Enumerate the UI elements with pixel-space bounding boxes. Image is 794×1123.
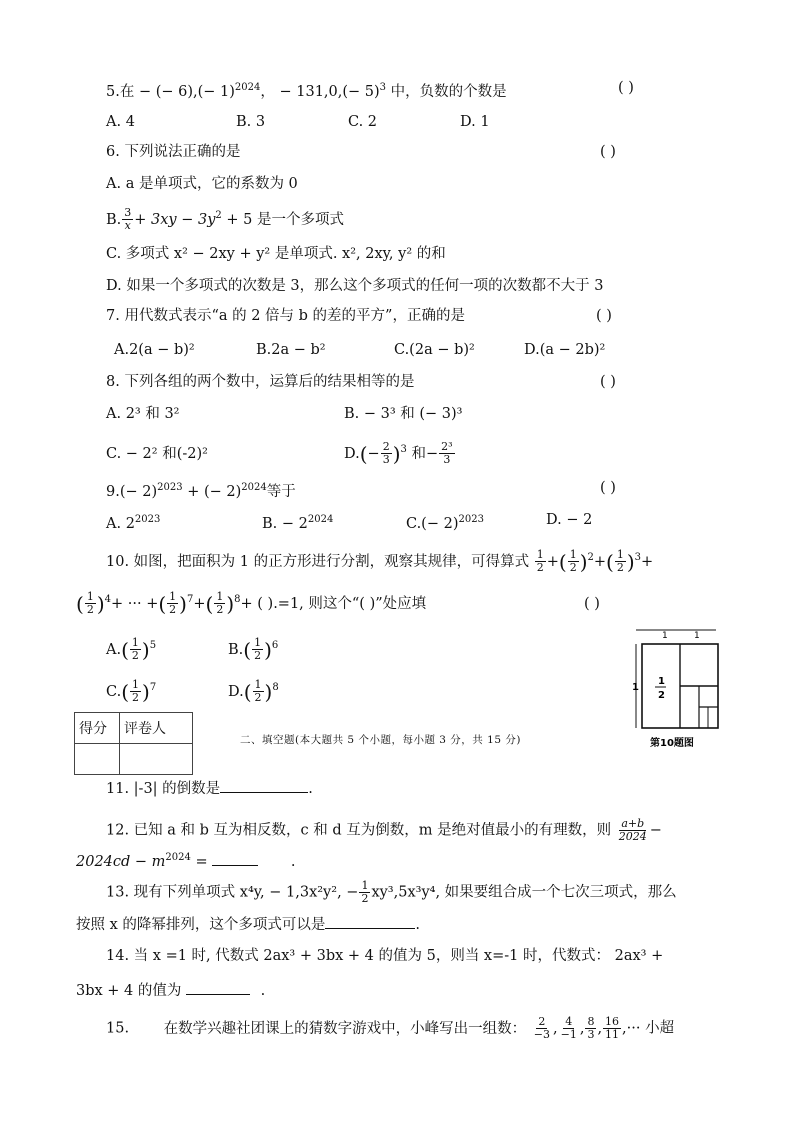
q13-line1-tail: xy³,5x³y⁴, 如果要组合成一个七次三项式，那么 xyxy=(371,884,677,901)
q5-option-a[interactable]: A. 4 xyxy=(106,114,135,130)
q9-option-b-base: B. − 2 xyxy=(262,515,308,532)
figure-center-den: 2 xyxy=(658,690,665,701)
q14-line2-text: 3bx + 4 的值为 xyxy=(76,983,182,999)
q15-number: 15. xyxy=(106,1020,130,1037)
q10-option-c[interactable] xyxy=(106,678,156,704)
q6-option-a[interactable]: A. a 是单项式，它的系数为 0 xyxy=(106,176,298,192)
q10-opt-c-den: 2 xyxy=(132,691,139,705)
q10-exp-2: 2 xyxy=(587,552,594,563)
q10-opt-a-exp: 5 xyxy=(149,640,157,651)
q5-stem-part-c: 中，负数的个数是 xyxy=(386,83,507,100)
q9-part2: + (− 2) xyxy=(182,483,242,500)
q13-line1 xyxy=(106,880,677,905)
q10-option-c-label: C. xyxy=(106,683,122,700)
q10-bracket: ( ) xyxy=(584,596,600,612)
q7-option-a[interactable]: A.2(a − b)² xyxy=(114,342,195,358)
q10-half-d xyxy=(85,591,96,616)
q8-frac-a xyxy=(381,441,392,466)
score-header: 得分 xyxy=(75,713,120,744)
q15-frac-1 xyxy=(532,1016,552,1041)
q14-answer-blank[interactable] xyxy=(186,980,250,995)
q9-part1: 9.(− 2) xyxy=(106,483,158,500)
q10-exp-3: 3 xyxy=(634,552,642,563)
q11-answer-blank[interactable] xyxy=(220,778,308,793)
q10-half-a xyxy=(535,549,546,574)
q12-line2 xyxy=(76,848,295,872)
q9-option-b-exp: 2024 xyxy=(307,514,334,525)
q6-option-b[interactable] xyxy=(106,206,344,232)
q12-stem-text: 12. 已知 a 和 b 互为相反数，c 和 d 互为倒数，m 是绝对值最小的有理数，则 xyxy=(106,822,612,839)
q10-paren-open: ( xyxy=(76,591,84,616)
q8-frac-b-num: 2³ xyxy=(441,440,453,454)
q15-frac-1-num: 2 xyxy=(538,1015,546,1028)
q13-line2 xyxy=(76,914,420,935)
q10-paren-open: ( xyxy=(205,591,214,616)
q13-fraction xyxy=(359,880,370,905)
q15-frac-3-den: 3 xyxy=(587,1028,595,1041)
q10-half-d-den: 2 xyxy=(86,603,94,617)
q11-stem-text: 11. |-3| 的倒数是 xyxy=(106,781,221,797)
q7-option-c[interactable]: C.(2a − b)² xyxy=(394,342,475,358)
q10-paren-close: ) xyxy=(96,591,105,616)
q10-opt-d-num: 1 xyxy=(254,678,262,692)
q10-exp-7: 7 xyxy=(186,594,194,605)
q10-half-b-den: 2 xyxy=(569,561,577,575)
q13-line2-text: 按照 x 的降幂排列，这个多项式可以是 xyxy=(76,917,326,933)
q9-stem xyxy=(106,478,296,502)
q11-stem xyxy=(106,778,313,799)
q10-half-a-den: 2 xyxy=(536,561,544,575)
q15-tail: ,··· 小超 xyxy=(622,1020,675,1037)
q10-half-f-den: 2 xyxy=(216,603,224,617)
q15-frac-4 xyxy=(603,1016,621,1041)
q12-eq: = xyxy=(190,853,213,870)
q10-paren-open: ( xyxy=(158,591,167,616)
q8-frac-b xyxy=(439,441,454,466)
q15-frac-4-den: 11 xyxy=(605,1028,620,1041)
q13-frac-den: 2 xyxy=(361,892,369,905)
q5-option-b[interactable]: B. 3 xyxy=(236,114,266,130)
figure-caption: 第10题图 xyxy=(650,738,694,749)
q15-line1: 15. 在数学兴趣社团课上的猜数字游戏中，小峰写出一组数： $\frac{2}{-3}$ , $\frac{4}{-1}$ , $\frac{8}{3}$ , $\frac{16}{11}$ ,··· 小超 xyxy=(106,1015,675,1041)
q10-figure xyxy=(628,628,724,752)
q10-half-e-num: 1 xyxy=(169,590,177,604)
q8-stem: 8. 下列各组的两个数中，运算后的结果相等的是 xyxy=(106,374,415,390)
q8-frac-a-den: 3 xyxy=(382,453,390,467)
q15-frac-3 xyxy=(585,1016,596,1041)
q9-option-c-base: C.(− 2) xyxy=(406,515,459,532)
q5-option-d[interactable]: D. 1 xyxy=(460,114,490,130)
q10-line1: 10. 如图，把面积为 1 的正方形进行分割，观察其规律，可得算式 $\frac{1}{2}$ +( $\frac{1}{2}$ )$^2$+( $\frac{1}{2}$ )$^3$+ xyxy=(106,548,654,575)
q10-opt-d-frac xyxy=(253,679,264,704)
q8-frac-a-num: 2 xyxy=(382,440,390,454)
q15-frac-2-num: 4 xyxy=(565,1015,573,1028)
q7-option-d[interactable]: D.(a − 2b)² xyxy=(524,342,606,358)
score-cell[interactable] xyxy=(75,744,120,775)
q10-option-d-label: D. xyxy=(228,683,244,700)
q10-option-b[interactable] xyxy=(228,636,278,662)
q5-option-c[interactable]: C. 2 xyxy=(348,114,378,130)
q10-line1-text: 10. 如图，把面积为 1 的正方形进行分割，观察其规律，可得算式 xyxy=(106,553,530,570)
q12-answer-blank[interactable] xyxy=(212,851,258,866)
q6-fraction xyxy=(122,207,133,232)
score-table xyxy=(74,712,193,775)
q6-option-b-expr: + 3xy − 3y xyxy=(134,211,216,228)
q10-option-a-label: A. xyxy=(106,641,122,658)
q10-paren-close: ) xyxy=(142,679,150,704)
figure-side-label: 1 xyxy=(632,682,639,693)
q10-paren-open: ( xyxy=(121,679,129,704)
q8-option-d-label: D. xyxy=(344,445,360,462)
q9-option-c-exp: 2023 xyxy=(458,514,484,525)
q9-option-a-base: A. 2 xyxy=(106,515,135,532)
q10-line2: ( $\frac{1}{2}$ )$^4$+ ··· +( $\frac{1}{2}$ )$^7$+( $\frac{1}{2}$ )$^8$+ ( ).=1, 则这个“( )”处应填 xyxy=(76,590,427,617)
q12-expr: 2024cd − m xyxy=(76,853,166,870)
q10-paren-close: ) xyxy=(579,549,588,574)
q14-line2 xyxy=(76,980,265,1001)
q6-bracket: ( ) xyxy=(600,144,616,160)
q6-option-b-exp: 2 xyxy=(215,210,222,221)
q10-paren-open: ( xyxy=(558,549,567,574)
q12-frac-den: 2024 xyxy=(618,830,647,843)
q15-frac-2 xyxy=(559,1016,579,1041)
q15-text: 在数学兴趣社团课上的猜数字游戏中，小峰写出一组数： xyxy=(163,1020,527,1037)
q10-opt-c-frac xyxy=(130,679,141,704)
q10-half-e xyxy=(167,591,178,616)
q7-option-b[interactable]: B.2a − b² xyxy=(256,342,326,358)
q10-half-f-num: 1 xyxy=(216,590,224,604)
q10-option-a[interactable] xyxy=(106,636,156,662)
figure-top-label-1: 1 xyxy=(662,631,668,641)
q10-exp-4: 4 xyxy=(104,594,111,605)
q9-part3: 等于 xyxy=(266,483,296,500)
q8-option-d-mid: 和− xyxy=(411,445,439,462)
q10-opt-b-frac xyxy=(252,637,263,662)
q12-line1 xyxy=(106,818,662,843)
figure-top-label-2: 1 xyxy=(694,631,700,641)
q9-option-c[interactable] xyxy=(406,510,484,534)
q10-paren-open: ( xyxy=(606,549,614,574)
q6-frac-den: x xyxy=(124,219,131,233)
q14-line1: 14. 当 x =1 时, 代数式 2ax³ + 3bx + 4 的值为 5，则当 x=-1 时，代数式： 2ax³ + xyxy=(106,948,664,964)
q6-option-b-tail: + 5 是一个多项式 xyxy=(221,211,344,228)
grader-header: 评卷人 xyxy=(120,713,193,744)
q10-half-e-den: 2 xyxy=(169,603,177,617)
q10-line2-tail: + ( ).=1, 则这个“( )”处应填 xyxy=(240,595,427,612)
q10-paren-close: ) xyxy=(226,591,235,616)
q10-opt-b-exp: 6 xyxy=(271,640,279,651)
q9-option-d[interactable]: D. − 2 xyxy=(546,512,593,528)
q10-opt-d-den: 2 xyxy=(254,691,262,705)
q7-stem: 7. 用代数式表示“a 的 2 倍与 b 的差的平方”，正确的是 xyxy=(106,308,465,324)
q10-dots: + ··· + xyxy=(111,595,159,612)
q13-end: . xyxy=(415,917,421,933)
q8-option-c[interactable]: C. − 2² 和(-2)² xyxy=(106,446,208,462)
q10-opt-c-num: 1 xyxy=(132,678,139,692)
q8-paren-open: ( xyxy=(359,441,368,466)
q13-answer-blank[interactable] xyxy=(325,914,415,929)
q6-frac-num: 3 xyxy=(124,206,132,220)
q10-paren-close: ) xyxy=(264,679,273,704)
q10-half-c xyxy=(615,549,626,574)
q9-exp2: 2024 xyxy=(241,482,267,493)
q10-option-d[interactable] xyxy=(228,678,279,704)
q6-option-d[interactable]: D. 如果一个多项式的次数是 3，那么这个多项式的任何一项的次数都不大于 3 xyxy=(106,278,604,294)
q8-option-a[interactable]: A. 2³ 和 3² xyxy=(106,406,180,422)
q10-half-c-den: 2 xyxy=(616,561,624,575)
q12-end: . xyxy=(290,853,296,870)
q8-frac-b-den: 3 xyxy=(443,453,451,467)
q10-paren-close: ) xyxy=(626,549,635,574)
q9-bracket: ( ) xyxy=(600,480,616,496)
q15-frac-4-num: 16 xyxy=(605,1015,620,1028)
q12-fraction xyxy=(617,818,649,843)
q5-stem xyxy=(106,78,507,102)
q10-opt-c-exp: 7 xyxy=(149,682,157,693)
q10-opt-a-frac xyxy=(130,637,141,662)
q8-bracket: ( ) xyxy=(600,374,616,390)
q5-exp-3: 3 xyxy=(379,82,387,93)
q15-frac-3-num: 8 xyxy=(587,1015,595,1028)
q10-half-b xyxy=(568,549,579,574)
q10-opt-b-num: 1 xyxy=(254,636,262,650)
section-2-heading: 二、填空题(本大题共 5 个小题，每小题 3 分，共 15 分) xyxy=(240,734,521,746)
q6-option-b-label: B. xyxy=(106,211,122,228)
q6-stem: 6. 下列说法正确的是 xyxy=(106,144,241,160)
q10-half-f xyxy=(214,591,225,616)
q12-minus: − xyxy=(649,822,662,839)
q12-frac-num: a+b xyxy=(621,817,645,830)
grader-cell[interactable] xyxy=(120,744,193,775)
q10-paren-close: ) xyxy=(264,637,272,662)
q9-option-a[interactable] xyxy=(106,510,160,534)
q15-frac-2-den: −1 xyxy=(560,1028,577,1041)
q5-exp-2024: 2024 xyxy=(234,82,261,93)
q10-half-b-num: 1 xyxy=(569,548,577,562)
q5-bracket: ( ) xyxy=(618,80,634,96)
q10-half-a-num: 1 xyxy=(536,548,544,562)
q11-tail: . xyxy=(308,781,313,797)
q10-half-d-num: 1 xyxy=(86,590,94,604)
q14-end: . xyxy=(260,983,266,999)
q10-opt-a-num: 1 xyxy=(131,636,139,650)
q13-frac-num: 1 xyxy=(361,879,369,892)
q8-option-d[interactable]: D.(− $\frac{2}{3}$ )$^3$ 和− $\frac{\text{2³}}{3}$ xyxy=(344,440,453,467)
q13-line1-text: 13. 现有下列单项式 x⁴y, − 1,3x²y², − xyxy=(106,884,359,901)
q10-paren-open: ( xyxy=(243,637,252,662)
q8-option-d-exp: 3 xyxy=(400,444,407,455)
q9-option-a-exp: 2023 xyxy=(134,514,161,525)
q8-option-b[interactable]: B. − 3³ 和 (− 3)³ xyxy=(344,406,463,422)
q10-opt-a-den: 2 xyxy=(131,649,139,663)
q10-exp-8: 8 xyxy=(234,594,241,605)
q8-paren-close: ) xyxy=(392,441,401,466)
q15-frac-1-den: −3 xyxy=(533,1028,550,1041)
q7-bracket: ( ) xyxy=(596,308,612,324)
q10-paren-close: ) xyxy=(179,591,187,616)
q10-half-c-num: 1 xyxy=(616,548,624,562)
q5-stem-part-a: 5.在 − (− 6),(− 1) xyxy=(106,83,235,100)
q10-option-b-label: B. xyxy=(228,641,244,658)
q12-exp: 2024 xyxy=(165,852,191,863)
q10-paren-close: ) xyxy=(141,637,150,662)
q6-option-c[interactable]: C. 多项式 x² − 2xy + y² 是单项式. x², 2xy, y² 的和 xyxy=(106,246,446,262)
q10-paren-open: ( xyxy=(243,679,252,704)
q5-stem-part-b: ， − 131,0,(− 5) xyxy=(260,83,380,100)
q10-paren-open: ( xyxy=(121,637,129,662)
figure-center-num: 1 xyxy=(658,676,665,687)
q10-opt-b-den: 2 xyxy=(254,649,262,663)
q9-exp1: 2023 xyxy=(157,482,183,493)
q9-option-b[interactable] xyxy=(262,510,333,534)
q10-opt-d-exp: 8 xyxy=(272,682,279,693)
